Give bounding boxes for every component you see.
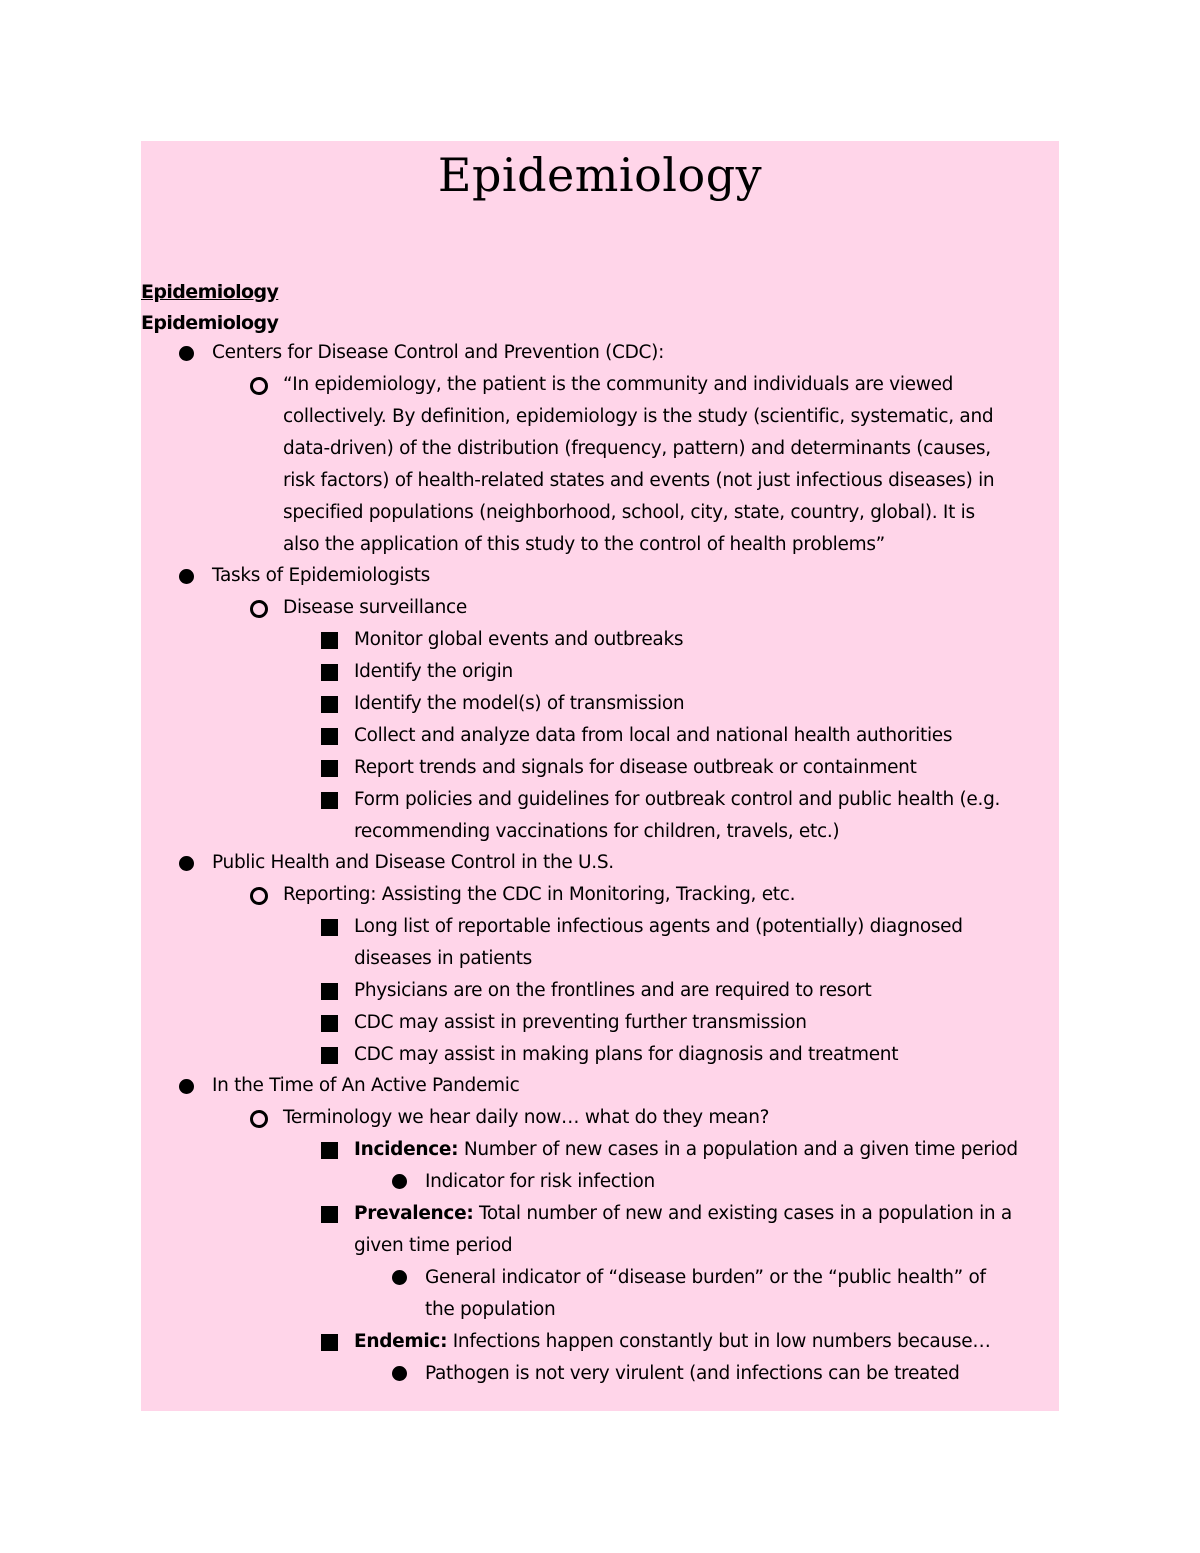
bullet-square-icon bbox=[321, 792, 338, 809]
bullet-square-icon bbox=[321, 919, 338, 936]
list-item: Report trends and signals for disease outbreak or containment bbox=[354, 757, 917, 778]
list-item-tasks: Tasks of Epidemiologists bbox=[212, 565, 431, 586]
note-endemic: Pathogen is not very virulent (and infections can be treated bbox=[425, 1363, 960, 1384]
bullet-disc-icon bbox=[179, 569, 194, 584]
bullet-square-icon bbox=[321, 1142, 338, 1159]
list-item: Long list of reportable infectious agents and (potentially) diagnosed bbox=[354, 916, 963, 937]
bullet-square-icon bbox=[321, 664, 338, 681]
note-continued: the population bbox=[425, 1299, 556, 1320]
quote-line: also the application of this study to the control of health problems” bbox=[283, 534, 885, 555]
list-item-public-health: Public Health and Disease Control in the U.S. bbox=[212, 852, 614, 873]
bullet-circle-icon bbox=[250, 600, 268, 618]
quote-line: collectively. By definition, epidemiology is the study (scientific, systematic, and bbox=[283, 406, 994, 427]
section-subheading: Epidemiology bbox=[141, 312, 279, 334]
definition-incidence: Number of new cases in a population and a given time period bbox=[458, 1139, 1018, 1160]
quote-line: specified populations (neighborhood, school, city, state, country, global). It is bbox=[283, 502, 975, 523]
list-item: Form policies and guidelines for outbreak control and public health (e.g. bbox=[354, 789, 1001, 810]
bullet-square-icon bbox=[321, 1334, 338, 1351]
list-item-incidence bbox=[354, 1134, 1018, 1166]
note-incidence: Indicator for risk infection bbox=[425, 1171, 655, 1192]
list-item-terminology: Terminology we hear daily now… what do they mean? bbox=[283, 1107, 770, 1128]
bullet-disc-icon bbox=[392, 1366, 407, 1381]
term-endemic: Endemic: bbox=[354, 1331, 448, 1352]
list-item: CDC may assist in making plans for diagnosis and treatment bbox=[354, 1044, 899, 1065]
list-item: Collect and analyze data from local and national health authorities bbox=[354, 725, 953, 746]
bullet-disc-icon bbox=[179, 346, 194, 361]
list-item: Identify the model(s) of transmission bbox=[354, 693, 685, 714]
definition-prevalence: Total number of new and existing cases in a population in a bbox=[473, 1203, 1012, 1224]
quote-line: data-driven) of the distribution (frequency, pattern) and determinants (causes, bbox=[283, 438, 991, 459]
list-item-continued: given time period bbox=[354, 1235, 513, 1256]
list-item: Identify the origin bbox=[354, 661, 513, 682]
bullet-square-icon bbox=[321, 728, 338, 745]
bullet-square-icon bbox=[321, 696, 338, 713]
list-item-continued: diseases in patients bbox=[354, 948, 532, 969]
list-item-cdc: Centers for Disease Control and Prevention (CDC): bbox=[212, 342, 665, 363]
bullet-square-icon bbox=[321, 1206, 338, 1223]
document-title: Epidemiology bbox=[437, 148, 763, 202]
definition-endemic: Infections happen constantly but in low numbers because… bbox=[447, 1331, 991, 1352]
quote-line: risk factors) of health-related states and events (not just infectious diseases) in bbox=[283, 470, 995, 491]
bullet-square-icon bbox=[321, 983, 338, 1000]
term-incidence: Incidence: bbox=[354, 1139, 459, 1160]
note-prevalence: General indicator of “disease burden” or the “public health” of bbox=[425, 1267, 986, 1288]
bullet-disc-icon bbox=[392, 1270, 407, 1285]
section-heading: Epidemiology bbox=[141, 281, 279, 303]
list-item-pandemic: In the Time of An Active Pandemic bbox=[212, 1075, 520, 1096]
bullet-disc-icon bbox=[179, 856, 194, 871]
list-item-continued: recommending vaccinations for children, travels, etc.) bbox=[354, 821, 840, 842]
bullet-square-icon bbox=[321, 632, 338, 649]
term-prevalence: Prevalence: bbox=[354, 1203, 474, 1224]
bullet-square-icon bbox=[321, 1015, 338, 1032]
bullet-square-icon bbox=[321, 760, 338, 777]
list-item-prevalence bbox=[354, 1198, 1012, 1230]
list-item: Physicians are on the frontlines and are required to resort bbox=[354, 980, 872, 1001]
list-item-surveillance: Disease surveillance bbox=[283, 597, 467, 618]
bullet-square-icon bbox=[321, 1047, 338, 1064]
list-item-endemic bbox=[354, 1326, 991, 1358]
list-item: Monitor global events and outbreaks bbox=[354, 629, 684, 650]
list-item-reporting: Reporting: Assisting the CDC in Monitoring, Tracking, etc. bbox=[283, 884, 796, 905]
bullet-circle-icon bbox=[250, 377, 268, 395]
bullet-disc-icon bbox=[179, 1079, 194, 1094]
bullet-circle-icon bbox=[250, 887, 268, 905]
bullet-disc-icon bbox=[392, 1174, 407, 1189]
list-item: CDC may assist in preventing further transmission bbox=[354, 1012, 807, 1033]
quote-line: “In epidemiology, the patient is the community and individuals are viewed bbox=[283, 374, 954, 395]
bullet-circle-icon bbox=[250, 1110, 268, 1128]
